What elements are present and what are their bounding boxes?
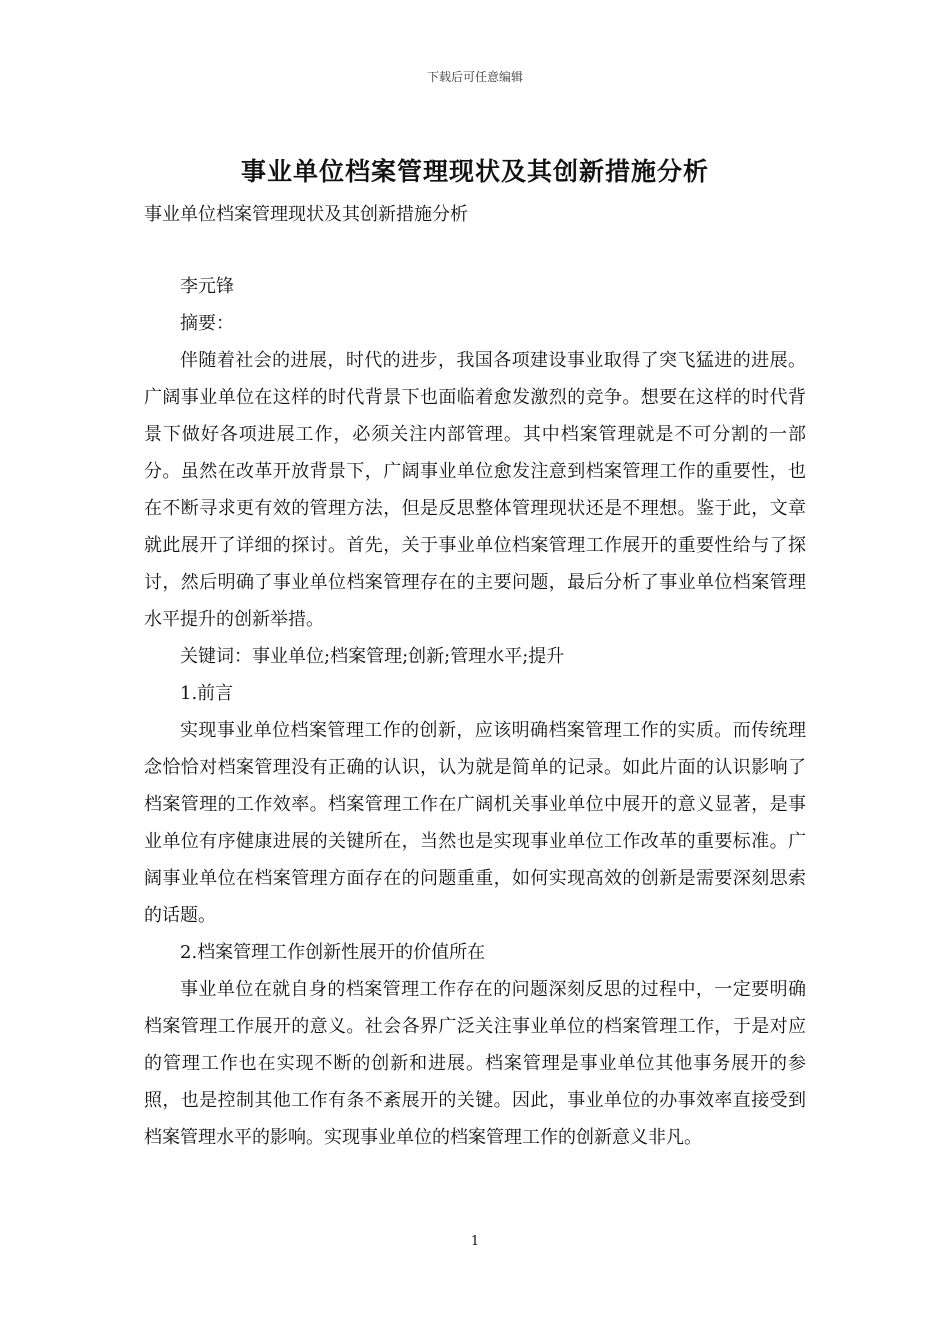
section-heading-2: 2.档案管理工作创新性展开的价值所在	[180, 942, 486, 963]
document-title: 事业单位档案管理现状及其创新措施分析	[240, 157, 709, 186]
page-header: 下载后可任意编辑	[426, 70, 523, 84]
abstract-paragraph: 伴随着社会的进展，时代的进步，我国各项建设事业取得了突飞猛进的进展。广阔事业单位在这样的时代背景下也面临着愈发激烈的竞争。想要在这样的时代背景下做好各项进展工作，必须关注内部管理。其中档案管理就是不可分割的一部分。虽然在改革开放背景下，广阔事业单位愈发注意到档案管理工作的重要性，也在不断寻求更有效的管理方法，但是反思整体管理现状还是不理想。鉴于此，文章就此展开了详细的探讨。首先，关于事业单位档案管理工作展开的重要性给与了探讨，然后明确了事业单位档案管理存在的主要问题，最后分析了事业单位档案管理水平提升的创新举措。	[144, 350, 806, 630]
section-paragraph-1: 实现事业单位档案管理工作的创新，应该明确档案管理工作的实质。而传统理念恰恰对档案管理没有正确的认识，认为就是简单的记录。如此片面的认识影响了档案管理的工作效率。档案管理工作在广阔机关事业单位中展开的意义显著，是事业单位有序健康进展的关键所在，当然也是实现事业单位工作改革的重要标准。广阔事业单位在档案管理方面存在的问题重重，如何实现高效的创新是需要深刻思索的话题。	[144, 720, 806, 926]
section-paragraph-2: 事业单位在就自身的档案管理工作存在的问题深刻反思的过程中，一定要明确档案管理工作展开的意义。社会各界广泛关注事业单位的档案管理工作，于是对应的管理工作也在实现不断的创新和进展。档案管理是事业单位其他事务展开的参照，也是控制其他工作有条不紊展开的关键。因此，事业单位的办事效率直接受到档案管理水平的影响。实现事业单位的档案管理工作的创新意义非凡。	[144, 979, 806, 1148]
keywords: 关键词：事业单位;档案管理;创新;管理水平;提升	[180, 646, 565, 667]
section-heading-1: 1.前言	[180, 683, 234, 704]
author: 李元锋	[180, 276, 234, 297]
document-body	[144, 268, 806, 1156]
abstract-label: 摘要：	[180, 313, 234, 334]
document-subtitle: 事业单位档案管理现状及其创新措施分析	[144, 204, 468, 225]
page-number: 1	[470, 1234, 480, 1249]
